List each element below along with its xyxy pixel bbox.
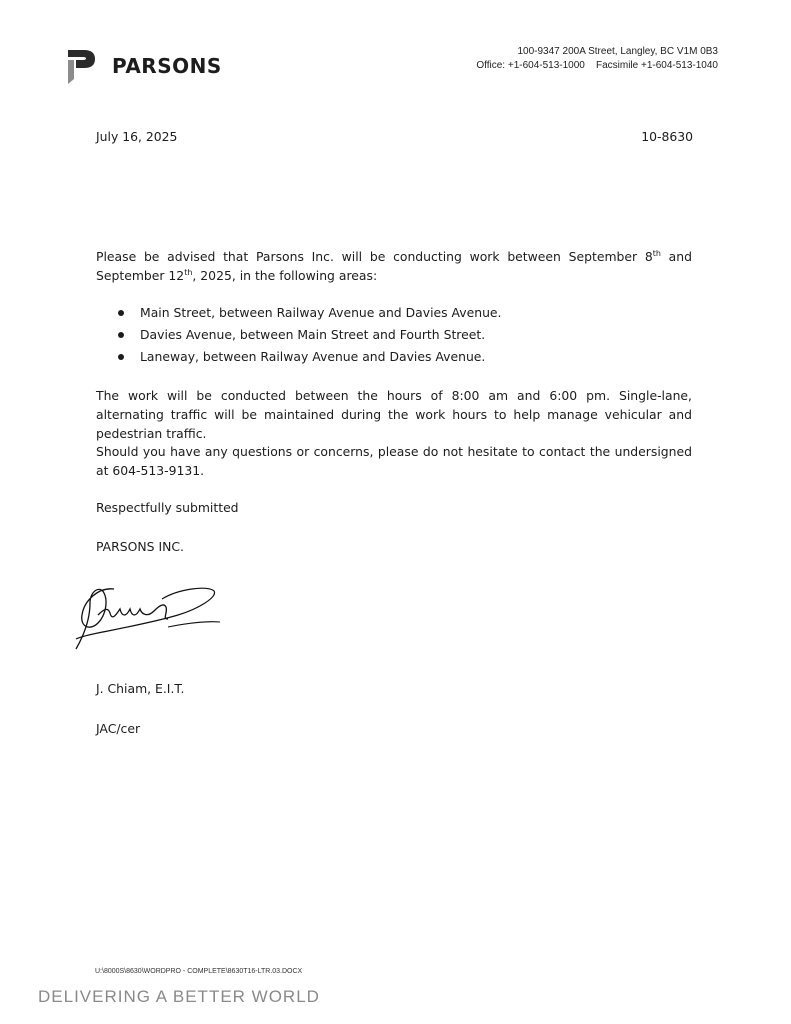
contact-paragraph: Should you have any questions or concerns, please do not hesitate to contact the undersigned at 604-513-9131. xyxy=(96,444,692,478)
parsons-logo-mark-icon xyxy=(64,46,98,86)
closing-line: Respectfully submitted xyxy=(96,500,239,515)
letterhead-address xyxy=(476,45,718,73)
bullet-icon xyxy=(118,332,124,338)
intro-paragraph xyxy=(96,247,692,285)
list-item-text: Main Street, between Railway Avenue and Davies Avenue. xyxy=(140,305,502,320)
superscript-th: th xyxy=(184,267,193,277)
reference-number: 10-8630 xyxy=(641,129,693,144)
address-line: 100-9347 200A Street, Langley, BC V1M 0B3 xyxy=(517,46,718,57)
bullet-icon xyxy=(118,354,124,360)
intro-text-b: and September 12 xyxy=(96,249,692,283)
contact-line: Office: +1-604-513-1000 Facsimile +1-604-513-1040 xyxy=(476,60,718,71)
reference-initials: JAC/cer xyxy=(96,721,141,736)
letter-date: July 16, 2025 xyxy=(96,129,178,144)
logo-wordmark: PARSONS xyxy=(112,54,222,78)
work-areas-list xyxy=(96,303,502,369)
list-item xyxy=(96,347,502,369)
handwritten-signature xyxy=(68,575,228,655)
bullet-icon xyxy=(118,310,124,316)
footer-tagline: DELIVERING A BETTER WORLD xyxy=(38,987,320,1006)
list-item xyxy=(96,303,502,325)
company-logo xyxy=(64,46,264,86)
list-item-text: Davies Avenue, between Main Street and Fourth Street. xyxy=(140,327,486,342)
list-item-text: Laneway, between Railway Avenue and Davies Avenue. xyxy=(140,349,486,364)
intro-text-a: Please be advised that Parsons Inc. will be conducting work between September 8 xyxy=(96,249,653,264)
file-path: U:\8000S\8630\WORDPRO - COMPLETE\8630T16-LTR.03.DOCX xyxy=(95,968,303,975)
intro-text-c: , 2025, in the following areas: xyxy=(192,268,378,283)
company-name: PARSONS INC. xyxy=(96,539,184,554)
list-item xyxy=(96,325,502,347)
hours-paragraph: The work will be conducted between the hours of 8:00 am and 6:00 pm. Single-lane, alternating traffic will be maintained during the work hours to help manage vehicular and pedestrian traffic. xyxy=(96,388,692,441)
superscript-th: th xyxy=(652,248,661,258)
signer-name: J. Chiam, E.I.T. xyxy=(96,681,185,696)
